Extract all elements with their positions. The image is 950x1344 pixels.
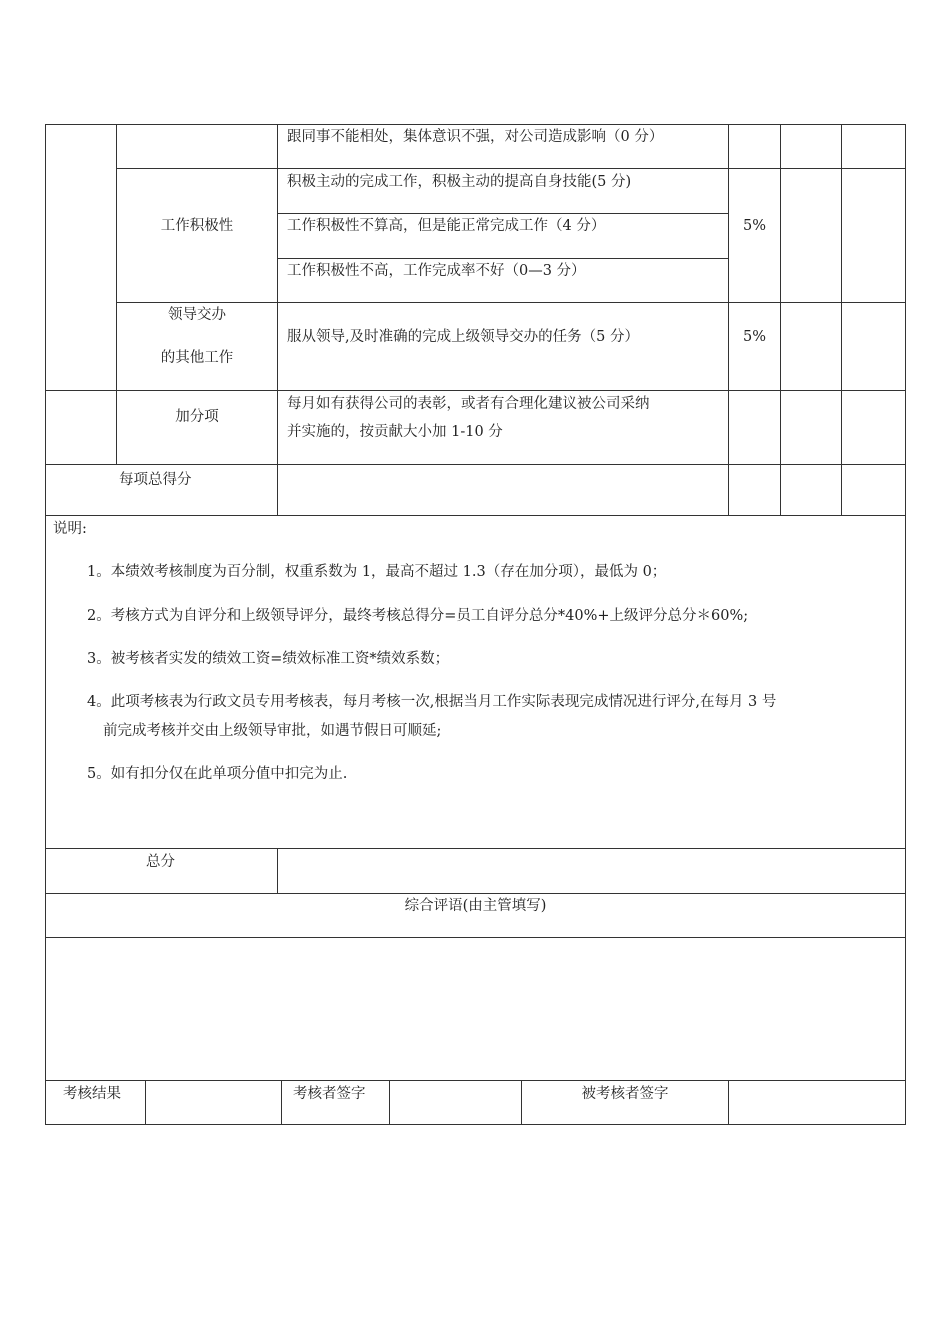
assessor-sign-field[interactable] [390,1081,521,1124]
assessee-sign-label: 被考核者签字 [581,1086,669,1102]
total-score-label: 总分 [146,854,175,870]
note-item: 5。如有扣分仅在此单项分值中扣完为止. [87,766,348,782]
leader-tasks-item-line2: 的其他工作 [160,350,234,366]
overall-comment-label: 综合评语(由主管填写) [404,898,547,914]
notes-heading: 说明: [53,521,87,537]
assessee-sign-field[interactable] [729,1081,905,1124]
leader-tasks-weight: 5% [742,329,766,345]
result-field[interactable] [146,1081,281,1124]
row-total-label: 每项总得分 [119,472,192,488]
note-item: 1。本绩效考核制度为百分制，权重系数为 1，最高不超过 1.3（存在加分项），最低为 0； [87,564,667,580]
leader-tasks-item-line1: 领导交办 [168,307,226,323]
initiative-level-4: 工作积极性不算高，但是能正常完成工作（4 分） [287,218,606,234]
bonus-standard-line1: 每月如有获得公司的表彰，或者有合理化建议被公司采纳 [287,396,650,412]
initiative-level-0-3: 工作积极性不高，工作完成率不好（0—3 分） [287,263,586,279]
initiative-weight: 5% [742,218,766,234]
note-item: 2。考核方式为自评分和上级领导评分，最终考核总得分=员工自评分总分*40%+上级评分总分＊60%; [87,608,749,624]
note-item: 3。被考核者实发的绩效工资=绩效标准工资*绩效系数； [87,651,450,667]
overall-comment-field[interactable] [46,938,905,1080]
bonus-standard-line2: 并实施的，按贡献大小加 1-10 分 [287,424,503,440]
bonus-item-label: 加分项 [175,409,219,425]
assessor-sign-label: 考核者签字 [293,1086,366,1102]
leader-tasks-standard: 服从领导,及时准确的完成上级领导交办的任务（5 分） [287,329,639,345]
teamwork-level-0-standard: 跟同事不能相处，集体意识不强，对公司造成影响（0 分） [287,129,664,145]
total-score-field[interactable] [278,855,905,892]
note-item-continuation: 前完成考核并交由上级领导审批，如遇节假日可顺延; [103,723,442,739]
initiative-item-label: 工作积极性 [160,218,234,234]
result-label: 考核结果 [63,1086,121,1102]
initiative-level-5: 积极主动的完成工作，积极主动的提高自身技能(5 分) [287,174,632,190]
note-item: 4。此项考核表为行政文员专用考核表，每月考核一次,根据当月工作实际表现完成情况进行评分,在每月 3 号 [87,694,777,710]
